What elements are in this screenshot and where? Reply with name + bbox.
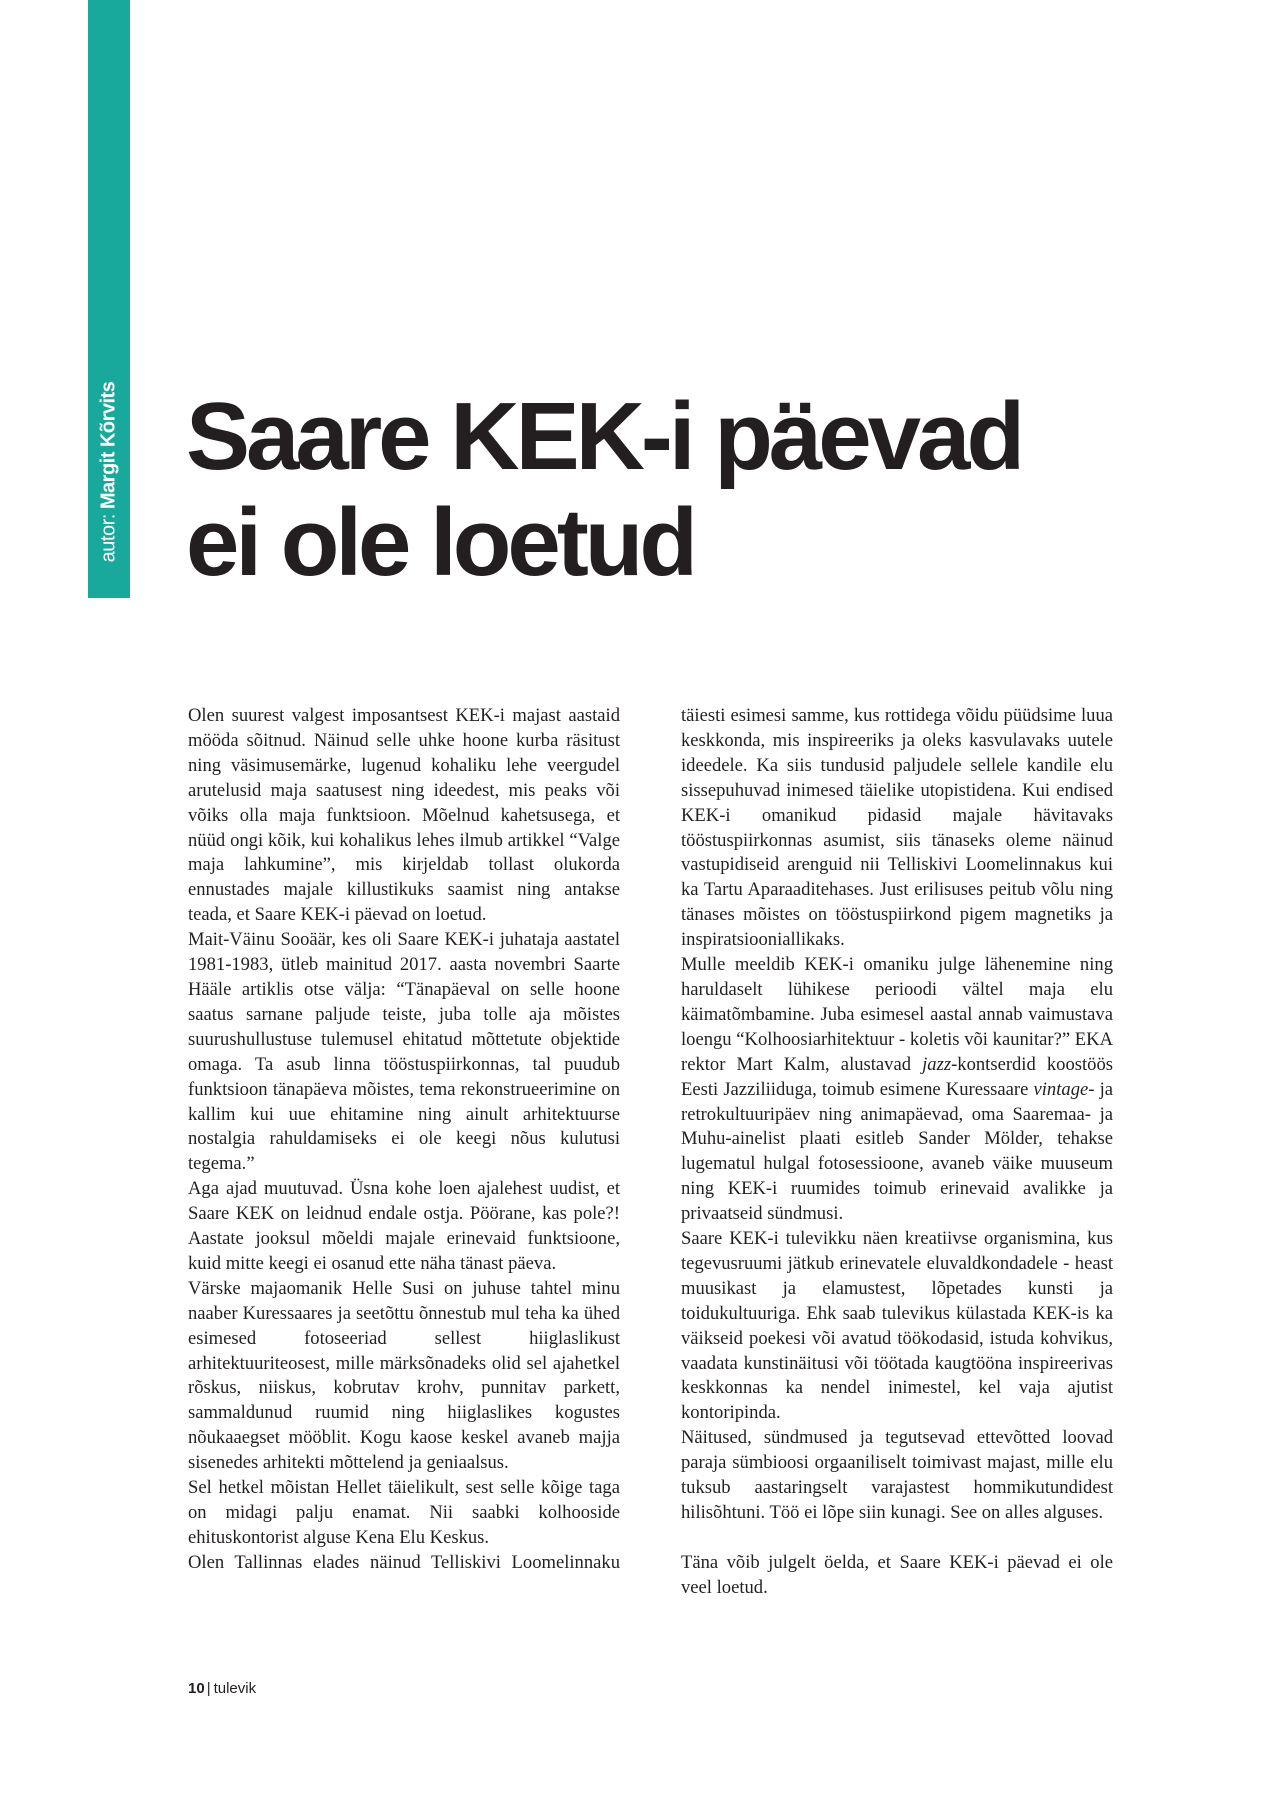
footer-separator: | [206, 1680, 211, 1697]
italic-term-jazz: jazz [922, 1053, 952, 1075]
author-credit [98, 382, 121, 563]
article-headline [186, 384, 1021, 596]
paragraph: Värske majaomanik Helle Susi on juhuse tahtel minu naaber Kuressaares ja seetõttu õnnestub mul teha ka ühed esimesed fotoseeriad sellest hiiglaslikust arhitektuuriteosest, mille märksõnadeks olid sel ajahetkel rõskus, niiskus, kobrutav krohv, punnitav parkett, sammaldunud ruumid ning hiiglaslikes kogustes nõukaaegset mööblit. Kogu kaose keskel avaneb majja sisenedes arhitekti mõttelend ja geniaalsus. [188, 1277, 620, 1474]
paragraph: Näitused, sündmused ja tegutsevad ettevõtted loovad paraja sümbioosi orgaaniliselt toimivast majast, mille elu tuksub aastaringselt varajastest hommikutundidest hilisõhtuni. Töö ei lõpe siin kunagi. See on alles alguses. [681, 1427, 1113, 1523]
paragraph: täiesti esimesi samme, kus rottidega võidu püüdsime luua keskkonda, mis inspireeriks ja oleks kasvulavaks uutele ideedele. Ka siis tundusid paljudele sellele kandile elu sissepuhuvad inimesed täielike utopistidena. Kui endised KEK-i omanikud pidasid majale hävitavaks tööstuspiirkonnas asumist, siis tänaseks oleme näinud vastupidiseid arenguid nii Telliskivi Loomelinnakus kui ka Tartu Aparaaditehases. Just erilisuses peitub võlu ning tänases mõistes on tööstuspiirkond pigem magnetiks ja inspiratsiooniallikaks. [681, 705, 1113, 951]
page-footer [188, 1680, 256, 1697]
headline-line-1: Saare KEK-i päevad [186, 383, 1022, 490]
paragraph: Sel hetkel mõistan Hellet täielikult, sest selle kõige taga on midagi palju enamat. Nii saabki kolhooside ehituskontorist alguse Kena Elu Keskus. [188, 1477, 620, 1548]
page-number: 10 [188, 1680, 205, 1697]
author-prefix: autor: [97, 514, 120, 563]
text-run: Mulle meeldib KEK-i omaniku julge lähenemine ning haruldaselt lühikese perioodi vältel maja elu käimatõmbamine. Juba esimesel aastal annab vaimustava loengu “Kolhoosiarhitektuur - koletis või kaunitar?” EKA rektor Mart Kalm, alustavad [681, 954, 1113, 1075]
text-run: -kontserdid koostöös Eesti Jazziliiduga, toimub esimene Kuressaare [681, 1053, 1113, 1100]
body-column-left [188, 704, 620, 1576]
author-name: Margit Kõrvits [97, 381, 120, 510]
paragraph: Saare KEK-i tulevikku näen kreatiivse organismina, kus tegevusruumi jätkub erinevatele eluvaldkondadele - heast muusikast ja elamustest, lõpetades kunsti ja toidukultuuriga. Ehk saab tulevikus külastada KEK-is ka väikseid poekesi või avatud töökodasid, istuda kohvikus, vaadata kunstinäitusi või töötada kaugtööna inspireerivas keskkonnas ka nendel inimestel, kel vaja ajutist kontoripinda. [681, 1228, 1113, 1424]
text-run: - ja retrokultuuripäev ning animapäevad, oma Saaremaa- ja Muhu-ainelist plaati esitleb Sander Mölder, tehakse lugematul hulgal fotosessioone, avaneb väike muuseum ning KEK-i ruumides toimub erinevaid avalikke ja privaatseid sündmusi. [681, 1078, 1113, 1225]
closing-paragraph: Täna võib julgelt öelda, et Saare KEK-i päevad ei ole veel loetud. [681, 1551, 1113, 1598]
headline-line-2: ei ole loetud [186, 489, 695, 596]
paragraph-continued: Olen Tallinnas elades näinud Telliskivi Loomelinnaku [188, 1551, 620, 1573]
paragraph [681, 953, 1113, 1227]
paragraph: Olen suurest valgest imposantsest KEK-i majast aastaid mööda sõitnud. Näinud selle uhke hoone kurba räsitust ning väsimusemärke, lugenud kohaliku lehe veergudel arutelusid maja saatusest ning ideedest, mis peaks või võiks olla maja funktsioon. Mõelnud kahetsusega, et nüüd ongi kõik, kui kohalikus lehes ilmub artikkel “Valge maja lahkumine”, mis kirjeldab tollast olukorda ennustades majale killustikuks saamist ning antakse teada, et Saare KEK-i päevad on loetud. [188, 705, 620, 926]
paragraph: Aga ajad muutuvad. Üsna kohe loen ajalehest uudist, et Saare KEK on leidnud endale ostja. Pöörane, kas pole?! Aastate jooksul mõeldi majale erinevaid funktsioone, kuid mitte keegi ei osanud ette näha tänast päeva. [188, 1178, 620, 1274]
paragraph: Mait-Väinu Sooäär, kes oli Saare KEK-i juhataja aastatel 1981-1983, ütleb mainitud 2017. aasta novembri Saarte Hääle artiklis otse välja: “Tänapäeval on selle hoone saatus sarnane paljude teiste, juba tolle aja mõistes suurushullustuse tulemusel ehitatud mõttetute objektide omaga. Ta asub linna tööstuspiirkonnas, tal puudub funktsioon tänapäeva mõistes, tema rekonstrueerimine on kallim kui uue ehitamine ning ainult arhitektuurse nostalgia rahuldamiseks ei ole keegi nõus kulutusi tegema.” [188, 929, 620, 1175]
magazine-name: tulevik [213, 1680, 257, 1697]
italic-term-vintage: vintage [1033, 1078, 1089, 1100]
body-column-right [681, 704, 1113, 1601]
